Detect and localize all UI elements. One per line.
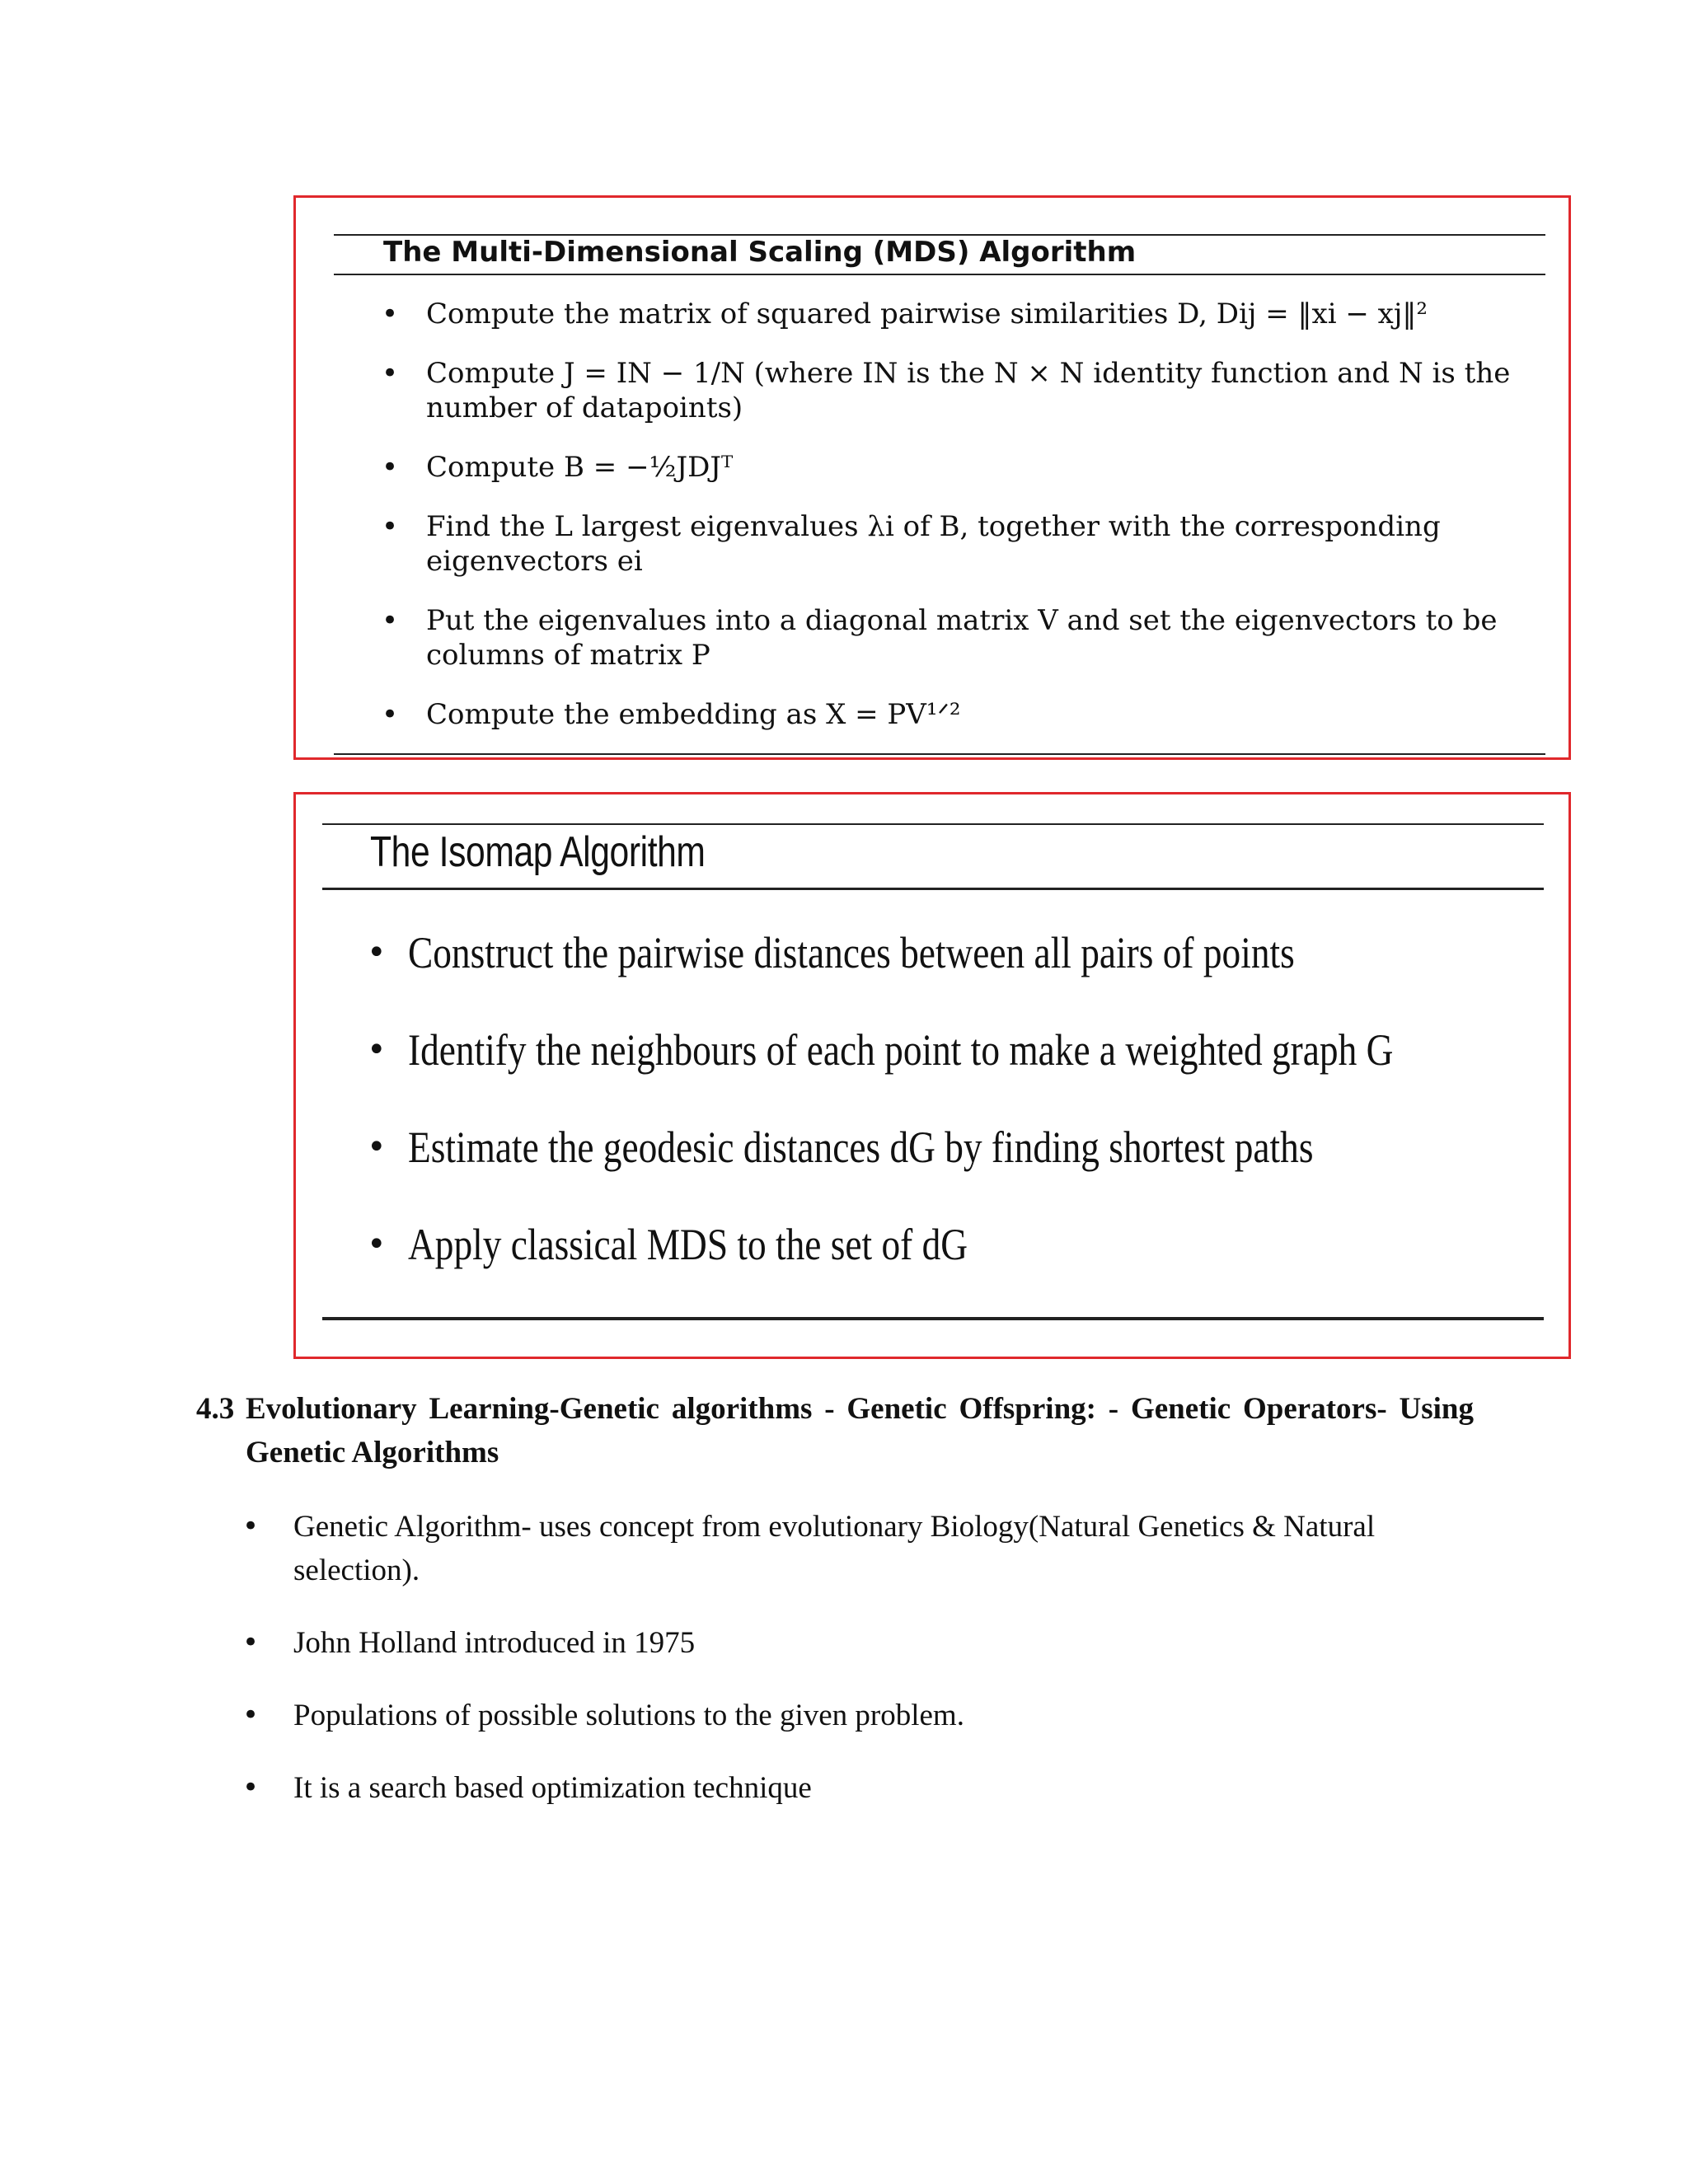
isomap-step-4: • Apply classical MDS to the set of dG [360,1220,1539,1317]
mds-bottom-rule [334,753,1545,755]
mds-step-6: • Compute the embedding as X = PV¹ᐟ² [378,697,1542,732]
isomap-top-rule [322,823,1544,825]
mds-step-2: • Compute J = IN − 1/N (where IN is the N × N identity function and N is the number of datapoints) [378,356,1542,425]
isomap-algorithm-figure [293,792,1571,1359]
mds-step-1: • Compute the matrix of squared pairwise similarities D, Dij = ‖xi − xj‖² [378,297,1542,331]
mds-title: The Multi-Dimensional Scaling (MDS) Algorithm [383,236,1137,269]
list-item: • It is a search based optimization technique [239,1766,1484,1810]
isomap-step-2: • Identify the neighbours of each point to make a weighted graph G [360,1025,1539,1122]
mds-step-4: • Find the L largest eigenvalues λi of B, together with the corresponding eigenvectors ei [378,509,1542,579]
isomap-step-3: • Estimate the geodesic distances dG by finding shortest paths [360,1122,1539,1220]
isomap-steps-list [360,928,1539,1317]
list-item: • Genetic Algorithm- uses concept from evolutionary Biology(Natural Genetics & Natural selection). [239,1505,1484,1592]
mds-steps-list [378,297,1542,757]
isomap-step-1: • Construct the pairwise distances between all pairs of points [360,928,1539,1025]
list-item: • Populations of possible solutions to the given problem. [239,1694,1484,1737]
section-number: 4.3 [196,1392,235,1426]
mds-step-3: • Compute B = −½JDJᵀ [378,450,1542,485]
section-heading [196,1387,1474,1474]
isomap-title: The Isomap Algorithm [370,828,706,876]
isomap-title-rule [322,888,1544,890]
mds-algorithm-figure [293,195,1571,760]
genetic-algorithm-bullets [239,1505,1484,1839]
section-title: Evolutionary Learning-Genetic algorithms - Genetic Offspring: - Genetic Operators- Using Genetic Algorithms [246,1392,1474,1469]
isomap-bottom-rule [322,1317,1544,1320]
mds-title-rule [334,274,1545,275]
mds-step-5: • Put the eigenvalues into a diagonal matrix V and set the eigenvectors to be columns of matrix P [378,603,1542,673]
list-item: • John Holland introduced in 1975 [239,1621,1484,1665]
